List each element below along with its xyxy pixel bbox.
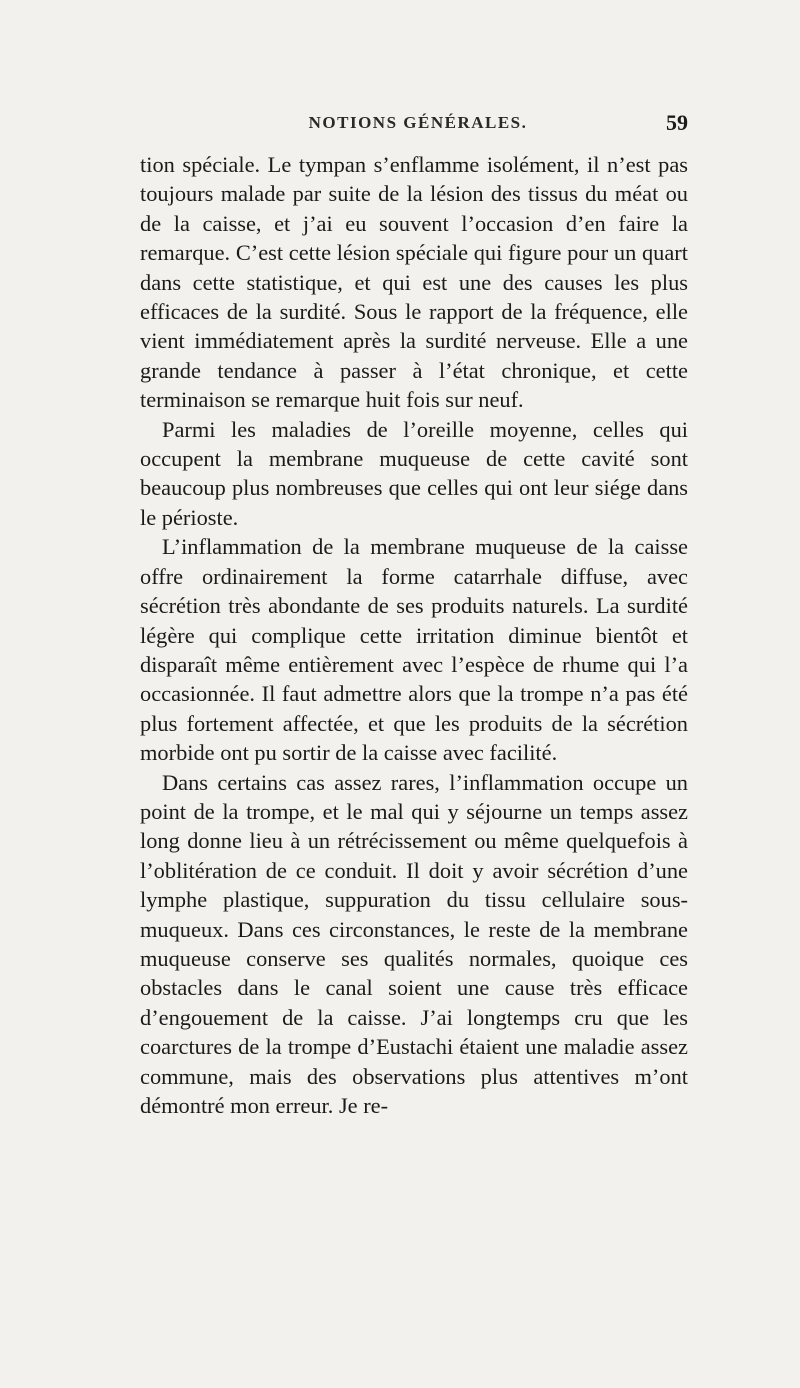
running-head: NOTIONS GÉNÉRALES. xyxy=(308,113,528,132)
paragraph-continuation: tion spéciale. Le tympan s’enflamme isolément, il n’est pas toujours malade par suite de la lésion des tissus du méat ou de la caisse, et j’ai eu souvent l’occasion d’en faire la remarque. C’est cette lésion spéciale qui figure pour un quart dans cette statistique, et qui est une des causes les plus efficaces de la surdité. Sous le rapport de la fréquence, elle vient immédiatement après la surdité nerveuse. Elle a une grande tendance à passer à l’état chronique, et cette terminaison se remarque huit fois sur neuf. xyxy=(140,152,688,413)
body-text xyxy=(140,150,688,1120)
paragraph-rare-cases: Dans certains cas assez rares, l’inflammation occupe un point de la trompe, et le mal qui y séjourne un temps assez long donne lieu à un rétrécissement ou même quelquefois à l’oblitération de ce conduit. Il doit y avoir sécrétion d’une lymphe plastique, suppuration du tissu cellulaire sous-muqueux. Dans ces circonstances, le reste de la membrane muqueuse conserve ses qualités normales, quoique ces obstacles dans le canal soient une cause très efficace d’engouement de la caisse. J’ai longtemps cru que les coarctures de la trompe d’Eustachi étaient une maladie assez commune, mais des observations plus attentives m’ont démontré mon erreur. Je re- xyxy=(140,769,688,1118)
paragraph-inflammation: L’inflammation de la membrane muqueuse de la caisse offre ordinairement la forme catarrhale diffuse, avec sécrétion très abondante de ses produits naturels. La surdité légère qui complique cette irritation diminue bientôt et disparaît même entièrement avec l’espèce de rhume qui l’a occasionnée. Il faut admettre alors que la trompe n’a pas été plus fortement affectée, et que les produits de la sécrétion morbide ont pu sortir de la caisse avec facilité. xyxy=(140,534,688,766)
paragraph-middle-ear: Parmi les maladies de l’oreille moyenne, celles qui occupent la membrane muqueuse de cette cavité sont beaucoup plus nombreuses que celles qui ont leur siége dans le périoste. xyxy=(140,416,688,530)
page-header xyxy=(148,110,688,141)
page-number: 59 xyxy=(666,110,688,135)
